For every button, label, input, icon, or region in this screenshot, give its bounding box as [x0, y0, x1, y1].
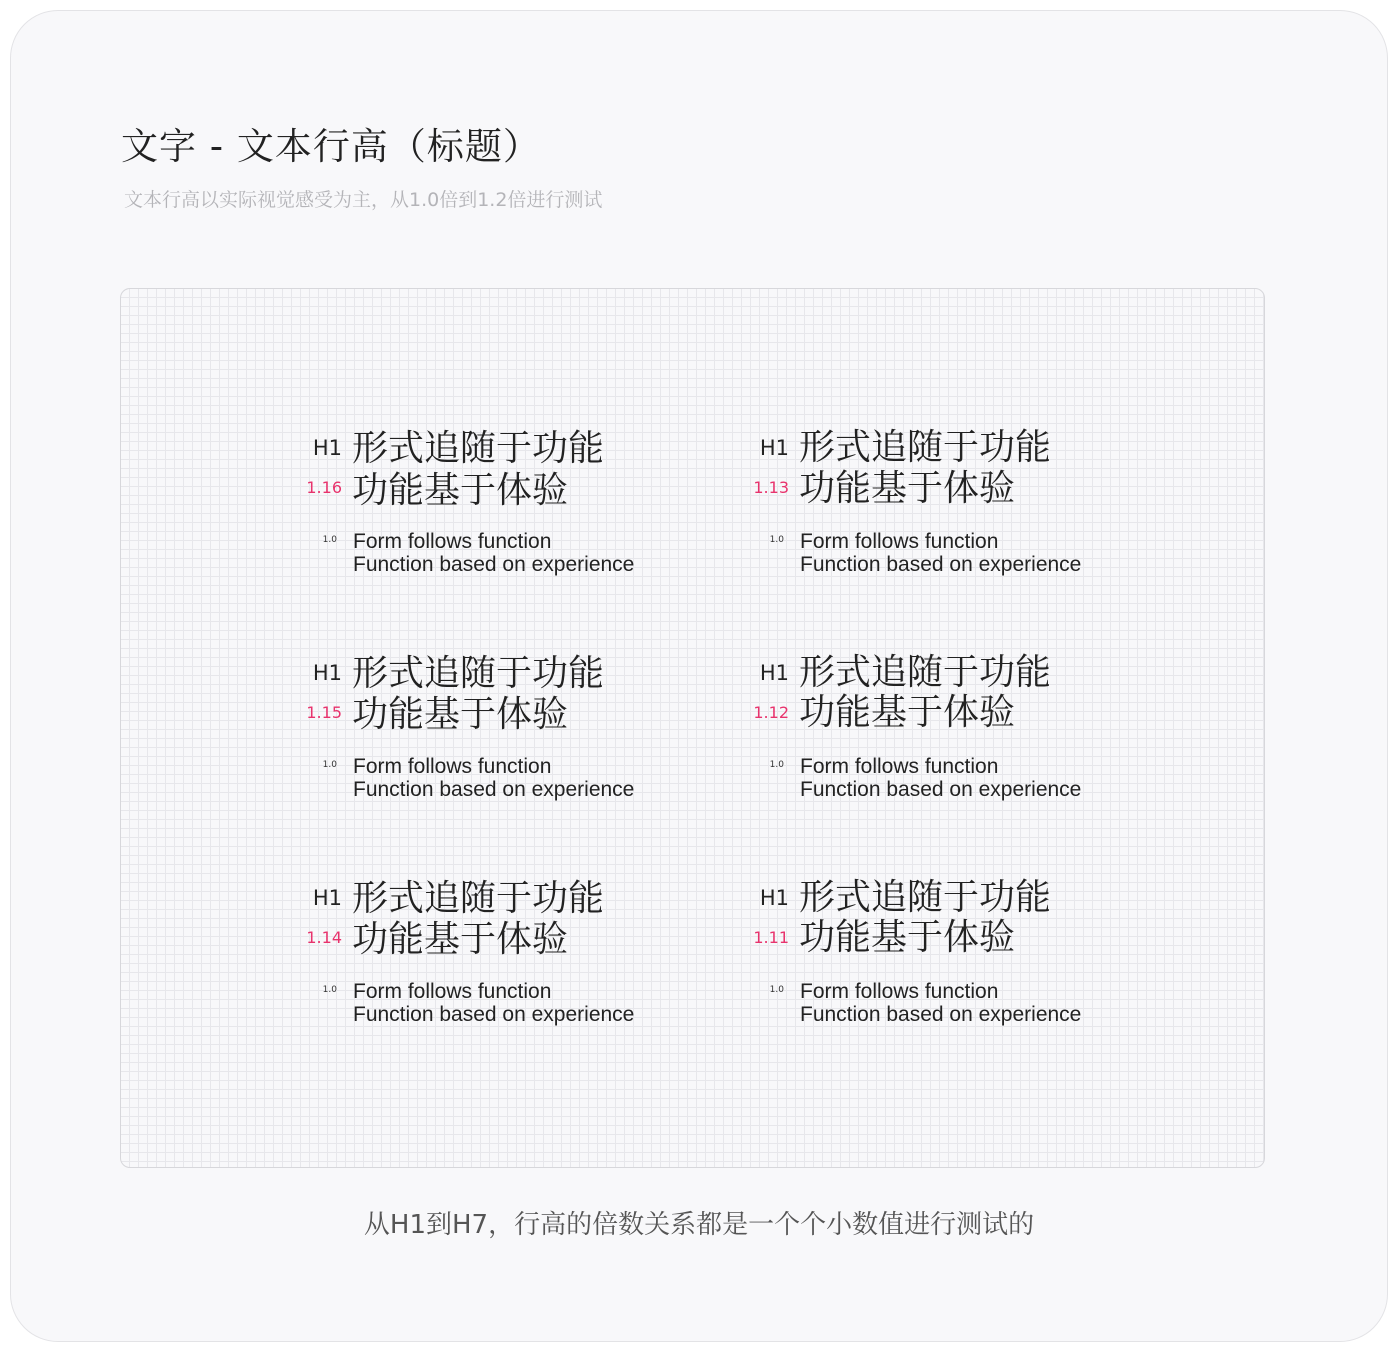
body-line: Form follows function	[353, 755, 552, 778]
page-card	[10, 10, 1388, 1342]
body-sample-text	[353, 980, 634, 1026]
heading-line-height-label: 1.12	[753, 703, 789, 722]
heading-sample-text	[799, 878, 1051, 958]
line-height-sample	[699, 428, 1119, 588]
heading-line: 形式追随于功能	[799, 652, 1052, 693]
heading-line: 功能基于体验	[352, 919, 569, 961]
body-sample-text	[353, 530, 634, 576]
heading-line-height-label: 1.15	[306, 703, 342, 722]
body-line-height-label: 1.0	[769, 985, 784, 995]
body-sample-text	[800, 530, 1081, 576]
heading-line: 形式追随于功能	[799, 427, 1052, 468]
body-sample-text	[800, 755, 1081, 801]
body-line: Form follows function	[800, 755, 999, 778]
heading-sample-text	[352, 653, 604, 736]
heading-level-label: H1	[759, 661, 789, 685]
heading-sample-text	[352, 428, 604, 512]
heading-sample-text	[799, 653, 1051, 734]
body-sample-text	[800, 980, 1081, 1026]
heading-line-height-label: 1.16	[306, 478, 342, 497]
line-height-sample	[252, 653, 672, 813]
heading-sample-text	[799, 428, 1051, 509]
body-line-height-label: 1.0	[322, 760, 337, 770]
footer-note: 从H1到H7，行高的倍数关系都是一个个小数值进行测试的	[363, 1210, 1035, 1240]
heading-line: 功能基于体验	[799, 467, 1016, 509]
body-line: Form follows function	[800, 980, 999, 1003]
body-line: Function based on experience	[353, 553, 635, 577]
line-height-sample	[252, 878, 672, 1038]
grid-panel	[120, 288, 1265, 1168]
heading-line-height-label: 1.13	[753, 478, 789, 497]
heading-line: 形式追随于功能	[799, 877, 1052, 918]
line-height-sample	[699, 653, 1119, 813]
line-height-sample	[699, 878, 1119, 1038]
page-subtitle: 文本行高以实际视觉感受为主，从1.0倍到1.2倍进行测试	[124, 189, 603, 211]
body-line: Function based on experience	[800, 1003, 1082, 1027]
heading-line: 形式追随于功能	[352, 878, 605, 919]
heading-line: 功能基于体验	[352, 694, 569, 736]
body-line: Function based on experience	[353, 778, 635, 802]
page-title: 文字 - 文本行高（标题）	[121, 125, 541, 168]
body-line-height-label: 1.0	[769, 535, 784, 545]
heading-level-label: H1	[312, 661, 342, 685]
heading-line-height-label: 1.11	[753, 928, 789, 947]
heading-line: 形式追随于功能	[352, 653, 605, 694]
body-line: Function based on experience	[353, 1003, 635, 1027]
heading-line: 功能基于体验	[352, 469, 569, 511]
heading-line: 功能基于体验	[799, 916, 1016, 958]
heading-level-label: H1	[312, 436, 342, 460]
body-line: Function based on experience	[800, 553, 1082, 577]
body-line-height-label: 1.0	[769, 760, 784, 770]
heading-line-height-label: 1.14	[306, 928, 342, 947]
body-line: Form follows function	[800, 530, 999, 553]
body-line: Form follows function	[353, 980, 552, 1003]
body-line: Function based on experience	[800, 778, 1082, 802]
body-line-height-label: 1.0	[322, 535, 337, 545]
heading-line: 形式追随于功能	[352, 428, 605, 469]
body-line: Form follows function	[353, 530, 552, 553]
body-line-height-label: 1.0	[322, 985, 337, 995]
heading-level-label: H1	[759, 436, 789, 460]
line-height-sample	[252, 428, 672, 588]
heading-level-label: H1	[759, 886, 789, 910]
body-sample-text	[353, 755, 634, 801]
heading-level-label: H1	[312, 886, 342, 910]
heading-line: 功能基于体验	[799, 692, 1016, 734]
heading-sample-text	[352, 878, 604, 960]
